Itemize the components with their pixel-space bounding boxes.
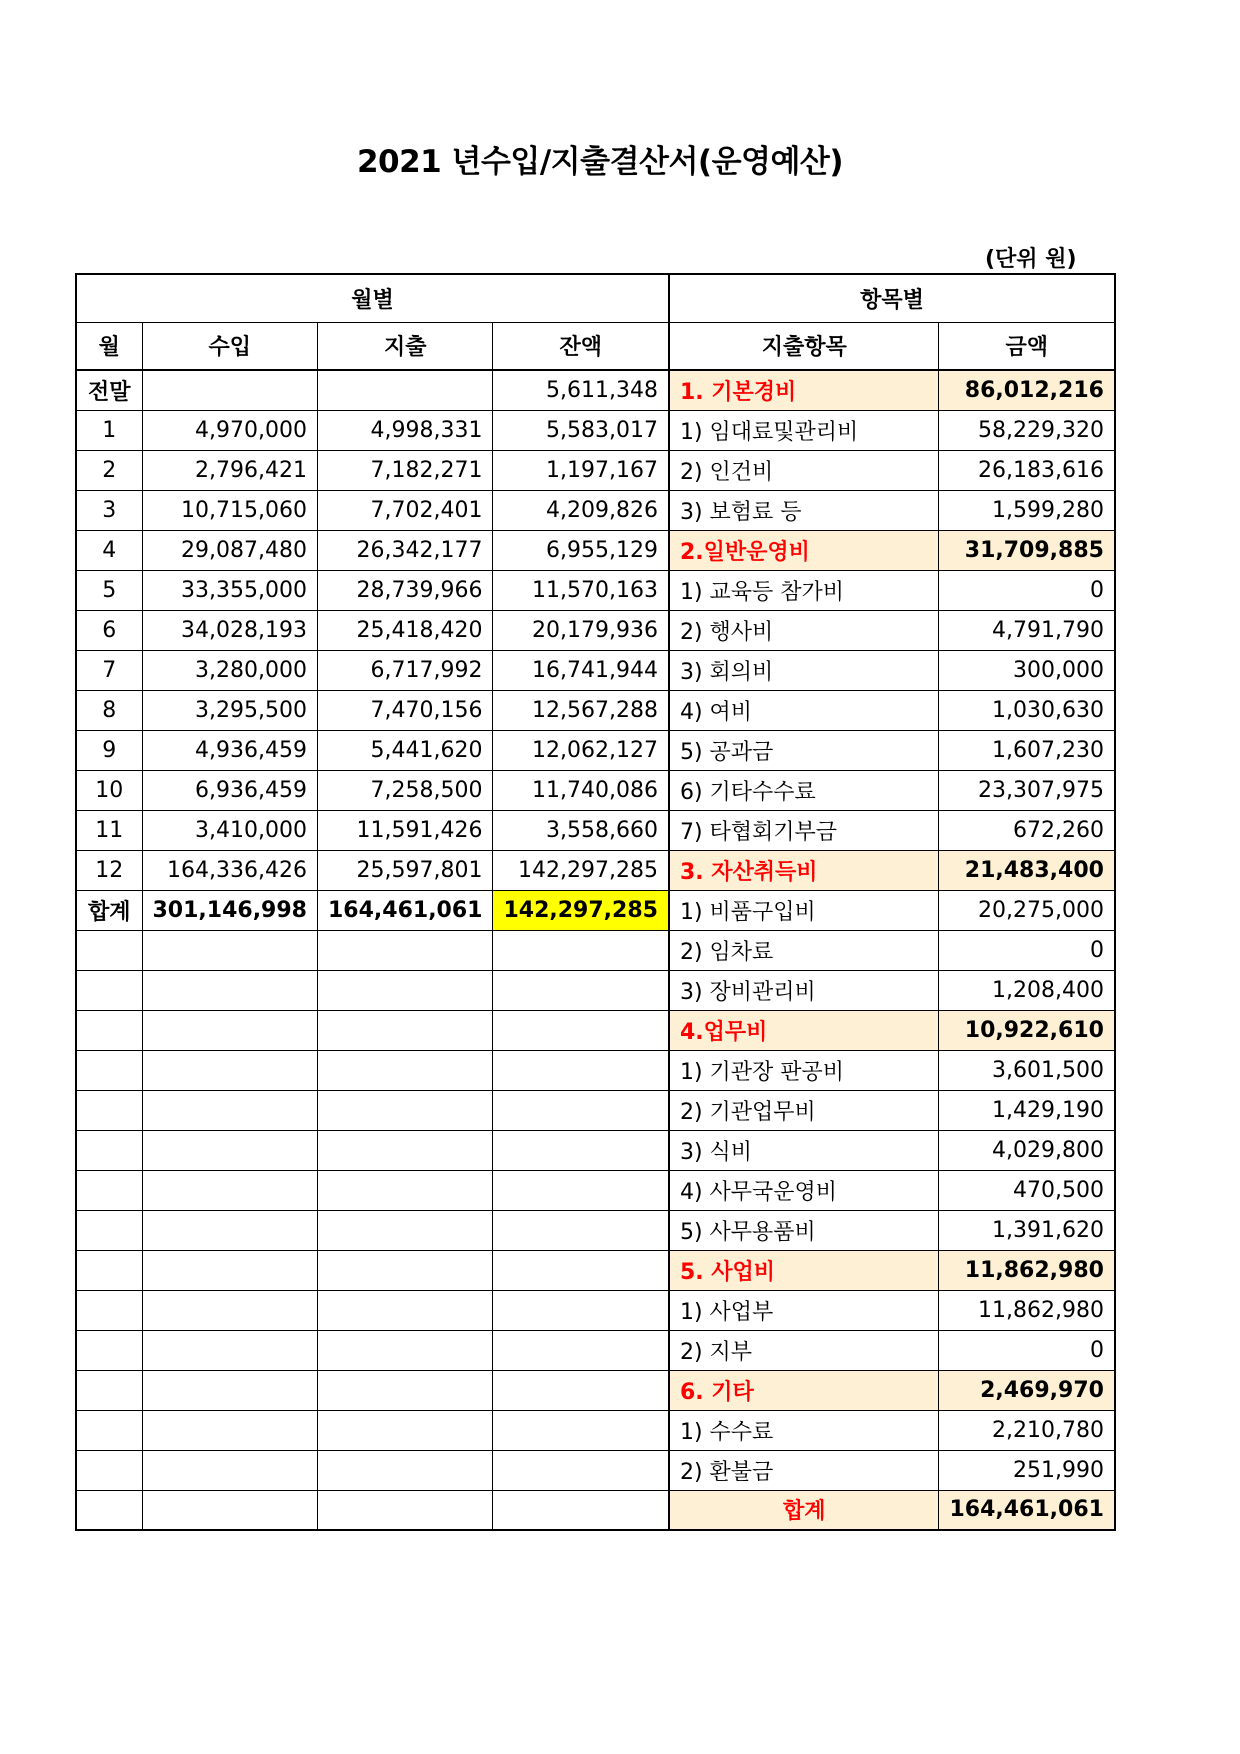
income-cell [142, 1090, 317, 1130]
balance-cell: 12,567,288 [493, 690, 669, 730]
balance-cell [493, 1490, 669, 1530]
category-label: 2.일반운영비 [669, 530, 939, 570]
month-cell [76, 1370, 142, 1410]
income-cell [142, 1170, 317, 1210]
item-label: 2) 임차료 [669, 930, 939, 970]
month-cell [76, 1010, 142, 1050]
expense-cell [317, 1370, 492, 1410]
table-row [76, 410, 1115, 450]
expense-cell [317, 370, 492, 410]
expense-cell [317, 1210, 492, 1250]
balance-cell: 20,179,936 [493, 610, 669, 650]
month-cell [76, 970, 142, 1010]
item-label: 2) 지부 [669, 1330, 939, 1370]
item-label: 1) 교육등 참가비 [669, 570, 939, 610]
month-cell [76, 1050, 142, 1090]
expense-cell: 7,182,271 [317, 450, 492, 490]
expense-cell [317, 1330, 492, 1370]
table-row [76, 970, 1115, 1010]
income-cell [142, 930, 317, 970]
table-row [76, 1210, 1115, 1250]
item-amount: 3,601,500 [939, 1050, 1115, 1090]
item-amount: 31,709,885 [939, 530, 1115, 570]
item-label: 3) 회의비 [669, 650, 939, 690]
month-cell: 12 [76, 850, 142, 890]
item-amount: 1,030,630 [939, 690, 1115, 730]
table-row [76, 1290, 1115, 1330]
table-row [76, 370, 1115, 410]
expense-cell [317, 1130, 492, 1170]
income-cell [142, 1290, 317, 1330]
income-cell: 3,295,500 [142, 690, 317, 730]
income-cell [142, 370, 317, 410]
income-cell [142, 1050, 317, 1090]
item-label: 7) 타협회기부금 [669, 810, 939, 850]
item-label: 5) 공과금 [669, 730, 939, 770]
month-cell: 1 [76, 410, 142, 450]
table-row [76, 1010, 1115, 1050]
item-amount: 4,029,800 [939, 1130, 1115, 1170]
balance-cell: 5,611,348 [493, 370, 669, 410]
month-cell [76, 1450, 142, 1490]
expense-cell: 26,342,177 [317, 530, 492, 570]
income-cell: 2,796,421 [142, 450, 317, 490]
income-cell: 3,280,000 [142, 650, 317, 690]
expense-cell [317, 1090, 492, 1130]
expense-cell: 6,717,992 [317, 650, 492, 690]
table-row [76, 690, 1115, 730]
item-group-header: 항목별 [669, 274, 1115, 322]
expense-item-column-header: 지출항목 [669, 322, 939, 370]
category-label: 3. 자산취득비 [669, 850, 939, 890]
expense-cell [317, 970, 492, 1010]
month-cell: 3 [76, 490, 142, 530]
item-label: 2) 기관업무비 [669, 1090, 939, 1130]
income-cell: 6,936,459 [142, 770, 317, 810]
table-row [76, 1410, 1115, 1450]
month-cell: 5 [76, 570, 142, 610]
month-column-header: 월 [76, 322, 142, 370]
item-amount: 1,607,230 [939, 730, 1115, 770]
income-cell: 164,336,426 [142, 850, 317, 890]
expense-cell [317, 1170, 492, 1210]
item-amount: 10,922,610 [939, 1010, 1115, 1050]
item-amount: 1,429,190 [939, 1090, 1115, 1130]
balance-cell: 12,062,127 [493, 730, 669, 770]
item-amount: 2,210,780 [939, 1410, 1115, 1450]
balance-cell [493, 1290, 669, 1330]
month-cell: 7 [76, 650, 142, 690]
income-cell [142, 1410, 317, 1450]
item-amount: 0 [939, 930, 1115, 970]
expense-column-header: 지출 [317, 322, 492, 370]
balance-cell [493, 1210, 669, 1250]
income-cell [142, 1130, 317, 1170]
item-amount: 672,260 [939, 810, 1115, 850]
balance-cell [493, 1090, 669, 1130]
item-amount: 300,000 [939, 650, 1115, 690]
balance-cell [493, 1410, 669, 1450]
income-cell: 33,355,000 [142, 570, 317, 610]
expense-cell: 5,441,620 [317, 730, 492, 770]
table-row [76, 530, 1115, 570]
category-label: 5. 사업비 [669, 1250, 939, 1290]
table-row [76, 1330, 1115, 1370]
balance-cell [493, 930, 669, 970]
month-total-cell: 합계 [76, 890, 142, 930]
income-cell [142, 1330, 317, 1370]
unit-label: (단위 원) [985, 247, 1077, 272]
table-row [76, 770, 1115, 810]
item-label: 3) 장비관리비 [669, 970, 939, 1010]
balance-cell: 16,741,944 [493, 650, 669, 690]
expense-cell [317, 1290, 492, 1330]
balance-cell: 6,955,129 [493, 530, 669, 570]
category-label: 1. 기본경비 [669, 370, 939, 410]
balance-cell [493, 970, 669, 1010]
expense-cell: 11,591,426 [317, 810, 492, 850]
item-amount: 0 [939, 570, 1115, 610]
item-amount: 470,500 [939, 1170, 1115, 1210]
income-cell [142, 1450, 317, 1490]
document-title: 2021 년수입/지출결산서(운영예산) [356, 144, 844, 180]
item-amount: 58,229,320 [939, 410, 1115, 450]
balance-cell: 4,209,826 [493, 490, 669, 530]
month-cell [76, 1170, 142, 1210]
item-label: 5) 사무용품비 [669, 1210, 939, 1250]
month-cell: 8 [76, 690, 142, 730]
item-amount: 1,391,620 [939, 1210, 1115, 1250]
table-row [76, 890, 1115, 930]
income-cell [142, 1490, 317, 1530]
item-amount: 2,469,970 [939, 1370, 1115, 1410]
item-label: 6) 기타수수료 [669, 770, 939, 810]
item-amount: 11,862,980 [939, 1250, 1115, 1290]
item-label: 2) 환불금 [669, 1450, 939, 1490]
expense-cell: 25,597,801 [317, 850, 492, 890]
balance-cell [493, 1010, 669, 1050]
income-cell: 4,970,000 [142, 410, 317, 450]
items-total-label: 합계 [669, 1490, 939, 1530]
expense-cell: 7,470,156 [317, 690, 492, 730]
item-amount: 23,307,975 [939, 770, 1115, 810]
balance-cell [493, 1250, 669, 1290]
category-label: 4.업무비 [669, 1010, 939, 1050]
expense-cell: 4,998,331 [317, 410, 492, 450]
month-cell: 2 [76, 450, 142, 490]
item-label: 1) 수수료 [669, 1410, 939, 1450]
item-amount: 0 [939, 1330, 1115, 1370]
balance-cell [493, 1330, 669, 1370]
item-label: 3) 식비 [669, 1130, 939, 1170]
item-amount: 21,483,400 [939, 850, 1115, 890]
balance-cell: 142,297,285 [493, 850, 669, 890]
table-row [76, 730, 1115, 770]
table-row [76, 1490, 1115, 1530]
table-row [76, 850, 1115, 890]
category-label: 6. 기타 [669, 1370, 939, 1410]
month-cell [76, 1090, 142, 1130]
month-cell: 11 [76, 810, 142, 850]
balance-cell [493, 1370, 669, 1410]
balance-cell [493, 1450, 669, 1490]
balance-cell: 5,583,017 [493, 410, 669, 450]
income-column-header: 수입 [142, 322, 317, 370]
item-label: 2) 인건비 [669, 450, 939, 490]
expense-cell: 7,702,401 [317, 490, 492, 530]
item-amount: 20,275,000 [939, 890, 1115, 930]
item-amount: 86,012,216 [939, 370, 1115, 410]
income-total-cell: 301,146,998 [142, 890, 317, 930]
table-row [76, 930, 1115, 970]
balance-cell [493, 1170, 669, 1210]
balance-cell: 11,740,086 [493, 770, 669, 810]
table-row [76, 1250, 1115, 1290]
table-row [76, 650, 1115, 690]
table-row [76, 570, 1115, 610]
month-cell [76, 1410, 142, 1450]
month-cell [76, 930, 142, 970]
table-row [76, 1450, 1115, 1490]
item-label: 1) 임대료및관리비 [669, 410, 939, 450]
expense-total-cell: 164,461,061 [317, 890, 492, 930]
table-row [76, 610, 1115, 650]
month-cell [76, 1130, 142, 1170]
expense-cell: 7,258,500 [317, 770, 492, 810]
item-label: 2) 행사비 [669, 610, 939, 650]
income-cell [142, 1250, 317, 1290]
expense-cell: 25,418,420 [317, 610, 492, 650]
amount-column-header: 금액 [939, 322, 1115, 370]
month-cell [76, 1250, 142, 1290]
item-amount: 164,461,061 [939, 1490, 1115, 1530]
income-cell: 3,410,000 [142, 810, 317, 850]
item-amount: 251,990 [939, 1450, 1115, 1490]
item-label: 1) 기관장 판공비 [669, 1050, 939, 1090]
expense-cell [317, 1490, 492, 1530]
table-row [76, 1170, 1115, 1210]
item-label: 4) 여비 [669, 690, 939, 730]
month-cell [76, 1330, 142, 1370]
month-cell [76, 1210, 142, 1250]
table-row [76, 810, 1115, 850]
group-header-row [76, 274, 1115, 322]
balance-cell: 11,570,163 [493, 570, 669, 610]
income-cell [142, 970, 317, 1010]
item-amount: 11,862,980 [939, 1290, 1115, 1330]
expense-cell [317, 1250, 492, 1290]
item-amount: 4,791,790 [939, 610, 1115, 650]
expense-cell [317, 1450, 492, 1490]
expense-cell [317, 930, 492, 970]
table-row [76, 490, 1115, 530]
balance-cell [493, 1050, 669, 1090]
expense-cell [317, 1410, 492, 1450]
month-cell [76, 1490, 142, 1530]
item-label: 1) 사업부 [669, 1290, 939, 1330]
table-row [76, 1370, 1115, 1410]
balance-cell [493, 1130, 669, 1170]
income-cell [142, 1370, 317, 1410]
table-row [76, 1090, 1115, 1130]
month-cell [76, 1290, 142, 1330]
month-cell: 전말 [76, 370, 142, 410]
expense-cell [317, 1050, 492, 1090]
income-cell [142, 1210, 317, 1250]
balance-cell: 1,197,167 [493, 450, 669, 490]
month-cell: 6 [76, 610, 142, 650]
item-label: 4) 사무국운영비 [669, 1170, 939, 1210]
item-amount: 1,208,400 [939, 970, 1115, 1010]
item-label: 1) 비품구입비 [669, 890, 939, 930]
income-cell: 29,087,480 [142, 530, 317, 570]
expense-cell: 28,739,966 [317, 570, 492, 610]
item-amount: 26,183,616 [939, 450, 1115, 490]
income-cell: 34,028,193 [142, 610, 317, 650]
balance-column-header: 잔액 [493, 322, 669, 370]
settlement-table [75, 273, 1116, 1531]
item-amount: 1,599,280 [939, 490, 1115, 530]
month-cell: 10 [76, 770, 142, 810]
table-row [76, 1130, 1115, 1170]
income-cell: 10,715,060 [142, 490, 317, 530]
expense-cell [317, 1010, 492, 1050]
table-row [76, 1050, 1115, 1090]
income-cell: 4,936,459 [142, 730, 317, 770]
month-cell: 4 [76, 530, 142, 570]
balance-cell: 3,558,660 [493, 810, 669, 850]
month-cell: 9 [76, 730, 142, 770]
income-cell [142, 1010, 317, 1050]
table-row [76, 450, 1115, 490]
monthly-group-header: 월별 [76, 274, 669, 322]
item-label: 3) 보험료 등 [669, 490, 939, 530]
balance-total-cell: 142,297,285 [493, 890, 669, 930]
column-header-row [76, 322, 1115, 370]
